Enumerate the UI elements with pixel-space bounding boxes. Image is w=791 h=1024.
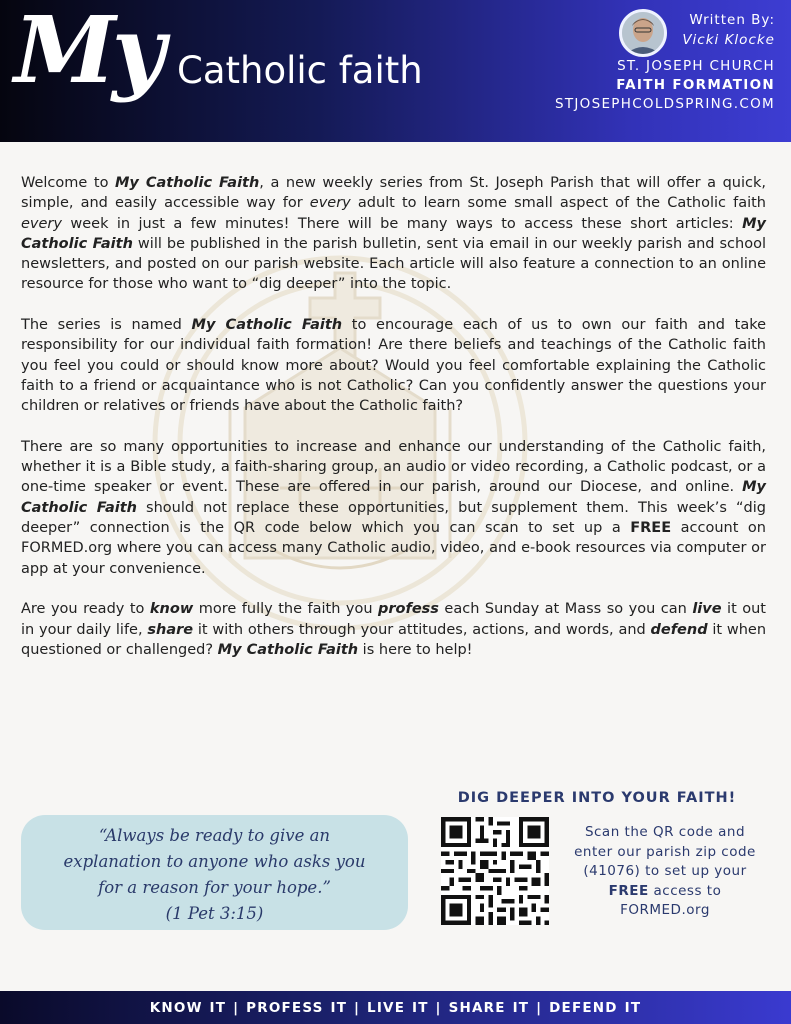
- text-run: My Catholic Faith: [217, 641, 359, 658]
- text-run: more fully the faith you: [193, 601, 379, 618]
- byline: [682, 10, 775, 50]
- text-run: should not replace these opportunities, but supplement them. This week’s “dig deeper” connection is the QR code below which you can scan to set up a: [21, 499, 766, 537]
- text-run: share: [147, 621, 194, 638]
- text-run: The series is named: [21, 317, 192, 334]
- department-name: FAITH FORMATION: [616, 77, 775, 93]
- instructions-text: Scan the QR code and enter our parish zip code (41076) to set up your: [574, 824, 756, 879]
- text-run: profess: [378, 601, 439, 618]
- text-run: Are you ready to: [21, 601, 150, 618]
- text-run: every: [309, 195, 351, 212]
- church-website: STJOSEPHCOLDSPRING.COM: [554, 96, 775, 112]
- article-paragraph-3: [21, 437, 766, 579]
- text-run: will be published in the parish bulletin, sent via email in our weekly parish and school newsletters, and posted on our parish website. Each article will also feature a connection to an online resource for those who want to “dig deeper” into the topic.: [21, 235, 766, 293]
- text-run: it out in your daily life,: [21, 601, 766, 638]
- article-paragraph-4: [21, 599, 766, 660]
- scripture-quote-box: [21, 815, 408, 930]
- author-avatar: [619, 9, 667, 57]
- article-paragraph-1: [21, 173, 766, 295]
- instructions-text-end: access to FORMED.org: [620, 882, 722, 918]
- article-body: [21, 173, 766, 680]
- text-run: FREE: [630, 520, 672, 537]
- text-run: Welcome to: [21, 175, 115, 191]
- quote-line-3: for a reason for your hope.”: [98, 878, 331, 897]
- formed-qr-code-icon[interactable]: [441, 817, 549, 925]
- scripture-quote: [21, 823, 408, 927]
- written-by-label: Written By:: [689, 12, 775, 28]
- dig-deeper-title: DIG DEEPER INTO YOUR FAITH!: [457, 790, 737, 806]
- text-run: it when questioned or challenged?: [21, 621, 767, 658]
- author-name: Vicki Klocke: [682, 32, 775, 48]
- text-run: each Sunday at Mass so you can: [438, 601, 693, 618]
- logo-subtitle: Catholic faith: [177, 49, 423, 92]
- church-info: [555, 57, 775, 114]
- text-run: defend: [650, 621, 708, 638]
- text-run: adult to learn some small aspect of the Catholic faith: [350, 195, 766, 212]
- text-run: My Catholic Faith: [21, 479, 766, 516]
- text-run: know: [149, 601, 194, 618]
- text-run: to encourage each of us to own our faith and take responsibility for our individual faith formation! Are there beliefs and teachings of the Catholic faith you feel you could or should know more about? Would you feel comfortable explaining the Catholic faith to a friend or acquaintance who is not Catholic? Can you confidently answer the questions your children or relatives or friends have about the Catholic faith?: [21, 317, 767, 415]
- quote-citation: (1 Pet 3:15): [165, 904, 264, 923]
- quote-line-1: “Always be ready to give an: [98, 826, 331, 845]
- text-run: it with others through your attitudes, actions, and words, and: [193, 621, 651, 638]
- page-header: [0, 0, 791, 142]
- dig-deeper-instructions: [565, 823, 765, 921]
- text-run: , a new weekly series from St. Joseph Parish that will offer a quick, simple, and easily accessible way for: [21, 175, 766, 212]
- text-run: My Catholic Faith: [191, 317, 343, 334]
- footer-tagline: KNOW IT | PROFESS IT | LIVE IT | SHARE IT | DEFEND IT: [149, 1000, 642, 1016]
- text-run: live: [692, 601, 722, 618]
- quote-line-2: explanation to anyone who asks you: [63, 852, 366, 871]
- article-paragraph-2: [21, 315, 766, 416]
- author-photo-icon: [622, 12, 664, 54]
- free-label: FREE: [608, 882, 649, 899]
- text-run: My Catholic Faith: [21, 215, 766, 252]
- text-run: There are so many opportunities to increase and enhance our understanding of the Catholic faith, whether it is a Bible study, a faith-sharing group, an audio or video recording, a Catholic podcast, or a one-time speaker or event. These are offered in our parish, around our Diocese, and online.: [21, 438, 766, 496]
- text-run: week in just a few minutes! There will be many ways to access these short articles:: [61, 215, 743, 232]
- text-run: My Catholic Faith: [115, 175, 260, 191]
- text-run: account on FORMED.org where you can access many Catholic audio, video, and e-book resources via computer or app at your convenience.: [21, 520, 766, 577]
- church-name: ST. JOSEPH CHURCH: [617, 58, 775, 74]
- text-run: is here to help!: [358, 641, 473, 658]
- text-run: every: [21, 215, 62, 232]
- logo-my: My: [14, 0, 162, 104]
- page-footer: [0, 991, 791, 1024]
